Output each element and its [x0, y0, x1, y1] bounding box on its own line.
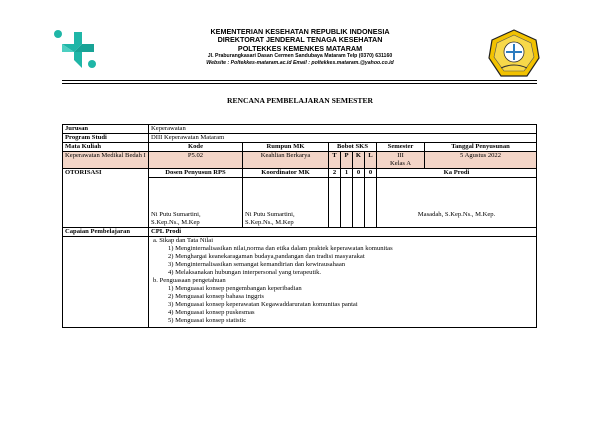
semester-header: Semester	[377, 143, 425, 152]
sks-p-value: 1	[341, 169, 353, 178]
tanggal-header: Tanggal Penyusunan	[425, 143, 537, 152]
koordinator-label: Koordinator MK	[243, 169, 329, 178]
dosen-name-line1: Ni Putu Sumartini,	[151, 211, 201, 218]
sks-k-value: 0	[353, 169, 365, 178]
letterhead	[150, 28, 450, 66]
dosen-name-line2: S.Kep.Ns., M.Kep	[151, 219, 200, 226]
website-email: Website : Poltekkes-mataram.ac.id Email : poltekkes.mataram.@yahoo.co.id	[206, 59, 394, 66]
institution-name: POLTEKKES KEMENKES MATARAM	[237, 43, 363, 53]
list-item: 1) Menguasai konsep pengembangan keperibadian	[168, 285, 302, 292]
koordinator-signature	[243, 178, 329, 228]
mata-kuliah-header: Mata Kuliah	[63, 143, 149, 152]
list-item: 3) Menguasai konsep keperawatan Kegawaddaruratan komunitas pantai	[168, 301, 358, 308]
list-item: 5) Menguasai konsep statistic	[168, 317, 247, 324]
rps-table	[62, 124, 537, 328]
sks-empty-k	[353, 178, 365, 228]
row-cpl-content	[63, 237, 537, 328]
kode-value: P5.02	[149, 152, 243, 169]
sks-empty-l	[365, 178, 377, 228]
row-program-studi	[63, 134, 537, 143]
kode-header: Kode	[149, 143, 243, 152]
sks-l-label: L	[365, 152, 377, 169]
cpl-a-title: a. Sikap dan Tata Nilai	[153, 237, 214, 244]
cpl-prodi-label: CPL Prodi	[149, 228, 537, 237]
program-studi-label: Program Studi	[63, 134, 149, 143]
list-item: 3) Menginternalisasikan semangat kemandirian dan kewirausahaan	[168, 261, 346, 268]
sks-t-value: 2	[329, 169, 341, 178]
row-mk-values	[63, 152, 537, 169]
otorisasi-label: OTORISASI	[63, 169, 149, 228]
capaian-empty	[63, 237, 149, 328]
poltekkes-logo-icon	[487, 28, 541, 80]
koordinator-name-line2: S.Kep.Ns., M.Kep	[245, 219, 294, 226]
sks-t-label: T	[329, 152, 341, 169]
rumpun-value: Keahlian Berkarya	[243, 152, 329, 169]
sks-p-label: P	[341, 152, 353, 169]
list-item: 2) Menghargai keanekaragaman budaya,pandangan dan tradisi masyarakat	[168, 253, 365, 260]
sks-k-label: K	[353, 152, 365, 169]
rumpun-header: Rumpun MK	[243, 143, 329, 152]
list-item: 4) Menguasai konsep puskesmas	[168, 309, 255, 316]
row-mk-header	[63, 143, 537, 152]
cpl-b-list	[165, 285, 534, 325]
directorate-name: DIREKTORAT JENDERAL TENAGA KESEHATAN	[217, 35, 383, 45]
sks-l-value: 0	[365, 169, 377, 178]
list-item: 1) Menginternalisasikan nilai,norma dan etika dalam praktek keperawatan komunitas	[168, 245, 393, 252]
header-rule-thick	[62, 80, 537, 81]
cpl-b-title: b. Penguasaan pengetahuan	[153, 277, 226, 284]
dosen-penyusun-label: Dosen Penyusun RPS	[149, 169, 243, 178]
cpl-a-list	[165, 245, 534, 277]
semester-value	[377, 152, 425, 169]
header-rule-thin	[62, 83, 537, 84]
row-jurusan	[63, 125, 537, 134]
cpl-content	[149, 237, 537, 328]
dosen-signature	[149, 178, 243, 228]
kaprodi-signature: Masadah, S.Kep.Ns., M.Kep.	[377, 178, 537, 228]
semester-number: III	[397, 152, 404, 159]
sks-empty-p	[341, 178, 353, 228]
document-title: RENCANA PEMBELAJARAN SEMESTER	[227, 96, 373, 105]
ministry-name: KEMENTERIAN KESEHATAN REPUBLIK INDONESIA	[210, 27, 390, 36]
row-otorisasi-header	[63, 169, 537, 178]
row-capaian-header	[63, 228, 537, 237]
sks-empty-t	[329, 178, 341, 228]
capaian-label: Capaian Pembelajaran	[63, 228, 149, 237]
list-item: 4) Melaksanakan hubungan interpersonal yang terapeutik.	[168, 269, 322, 276]
program-studi-value: DIII Keperawatan Mataram	[149, 134, 537, 143]
jurusan-value: Keperawatan	[149, 125, 537, 134]
koordinator-name-line1: Ni Putu Sumartini,	[245, 211, 295, 218]
kelas-value: Kelas A	[389, 160, 412, 167]
kaprodi-label: Ka Prodi	[377, 169, 537, 178]
list-item: 2) Menguasai konsep bahasa inggris	[168, 293, 264, 300]
bobot-sks-header: Bobot SKS	[329, 143, 377, 152]
mata-kuliah-value: Keperawatan Medikal Bedah I	[63, 152, 149, 169]
kemenkes-logo-icon	[52, 24, 104, 76]
address: Jl. Praburangkasari Dasan Cermen Sandubaya Mataram Telp (0370) 631160	[207, 53, 393, 60]
jurusan-label: Jurusan	[63, 125, 149, 134]
tanggal-value: 5 Agustus 2022	[425, 152, 537, 169]
